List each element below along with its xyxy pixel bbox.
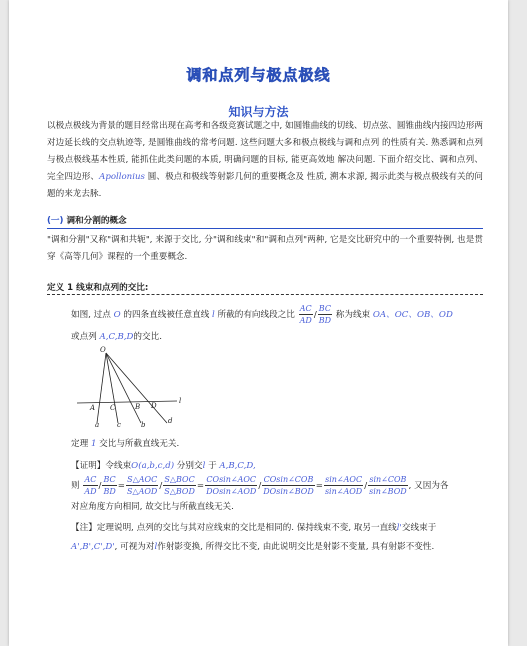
proof-text: 分别交 bbox=[176, 461, 203, 471]
def-fraction-2: $\frac{BC}{BD}$ bbox=[318, 304, 332, 325]
label-c: c bbox=[117, 421, 121, 428]
proof-label: 【证明】令线束 bbox=[71, 461, 132, 471]
proof-line-l: l bbox=[202, 461, 206, 471]
apollonius-term: Apollonius bbox=[99, 172, 145, 182]
note-text-a: 交线束于 bbox=[401, 523, 437, 533]
transversal-line-l bbox=[77, 401, 177, 403]
def-slash: / bbox=[313, 310, 317, 320]
def-text-d: 称为线束 bbox=[335, 310, 371, 320]
theorem-number: 1 bbox=[90, 439, 97, 449]
label-O: O bbox=[100, 346, 106, 354]
eq-frac-5: $\frac{\text{COsin∠AOC}}{\text{DOsin∠AOD}}$ bbox=[206, 475, 257, 496]
note-line-2 bbox=[71, 540, 434, 552]
ray-a bbox=[97, 353, 106, 423]
proof-line-1 bbox=[71, 459, 256, 471]
eq-frac-2: $\frac{BC}{BD}$ bbox=[103, 475, 116, 496]
proof-end-b: 对应角度方向相同, 故交比与所截直线无关. bbox=[71, 502, 234, 512]
section-1-text: "调和分割"又称"调和共轭", 来源于交比, 分"调和线束"和"调和点列"两种, 它是交比研究中的一个重要特例, 也是贯穿《高等几何》课程的一个重要概念. bbox=[47, 235, 483, 262]
label-d: d bbox=[168, 417, 173, 425]
proof-points: A,B,C,D, bbox=[219, 461, 256, 471]
def-lines: OA、OC、OB、OD bbox=[372, 310, 453, 320]
intro-paragraph bbox=[47, 118, 483, 203]
definition-1-heading: 定义 1 线束和点列的交比: bbox=[47, 283, 149, 293]
label-b: b bbox=[141, 421, 146, 428]
def-text-e: 或点列 bbox=[71, 332, 97, 342]
section-1-number: (一) bbox=[47, 216, 64, 226]
document-title: 调和点列与极点极线 bbox=[186, 66, 331, 84]
note-line-l-prime: l' bbox=[396, 523, 402, 533]
label-l: l bbox=[179, 397, 182, 405]
note-label: 【注】定理说明, 点列的交比与其对应线束的交比是相同的. 保持线束不变, 取另一直线 bbox=[71, 523, 397, 533]
eq-frac-7: $\frac{\text{sin∠AOC}}{\text{sin∠AOD}}$ bbox=[324, 475, 363, 496]
note-text-b: , 可视为对 bbox=[114, 542, 155, 552]
section-1-heading bbox=[47, 214, 127, 226]
section-1-rule bbox=[47, 228, 483, 229]
def-points: A,C,B,D bbox=[99, 332, 134, 342]
proof-line-3 bbox=[71, 500, 234, 512]
proof-to: 于 bbox=[208, 461, 217, 471]
label-a: a bbox=[95, 421, 100, 428]
label-B: B bbox=[135, 403, 141, 411]
eq-frac-8: $\frac{\text{sin∠COB}}{\text{sin∠BOD}}$ bbox=[369, 475, 407, 496]
proof-equation: 则 $\frac{AC}{AD}$ / $\frac{BC}{BD}$ = $\frac{\text{S△AOC}}{\text{S△AOD}}$ / $\frac{\text{S△BOC}}{\text{S△BOD}}$ = $\frac{\text{COsin∠AOC}}{\text{DOsin∠AOD}}$ / $\frac{\text{COsin∠COB}}{\text{DOsin∠BOD}}$ = $\frac{\text{sin∠AOC}}{\text{sin∠AOD}}$ / $\frac{\text{sin∠COB}}{\text{sin∠BOD}}$ , 又因为各 bbox=[71, 475, 449, 496]
eq-frac-1: $\frac{AC}{AD}$ bbox=[84, 475, 97, 496]
document-page bbox=[9, 0, 508, 646]
theorem-1 bbox=[71, 437, 179, 449]
proof-end-a: , 又因为各 bbox=[408, 481, 449, 491]
def-text-f: 的交比. bbox=[133, 332, 162, 342]
section-1-title: 调和分割的概念 bbox=[66, 216, 127, 226]
ray-c bbox=[106, 353, 118, 423]
def-text-a: 如图, 过点 bbox=[71, 310, 111, 320]
theorem-prefix: 定理 bbox=[71, 439, 89, 449]
pencil-figure bbox=[69, 343, 189, 428]
note-points: A',B',C',D' bbox=[71, 542, 115, 552]
definition-1-line-2 bbox=[71, 330, 162, 342]
ray-d bbox=[106, 353, 167, 423]
definition-1-rule bbox=[47, 294, 483, 295]
label-D: D bbox=[151, 402, 157, 410]
eq-frac-3: $\frac{\text{S△AOC}}{\text{S△AOD}}$ bbox=[126, 475, 158, 496]
def-point-o: O bbox=[113, 310, 121, 320]
section-1-paragraph bbox=[47, 232, 483, 266]
eq-frac-4: $\frac{\text{S△BOC}}{\text{S△BOD}}$ bbox=[164, 475, 195, 496]
note-text-c: 作射影变换, 所得交比不变, 由此说明交比是射影不变量, 具有射影不变性. bbox=[157, 542, 435, 552]
then-word: 则 bbox=[71, 481, 80, 491]
note-line-l: l bbox=[154, 542, 158, 552]
proof-pencil: O(a,b,c,d) bbox=[131, 461, 175, 471]
definition-1-line-1 bbox=[71, 303, 453, 326]
intro-text: 以极点极线为背景的题目经常出现在高考和各级竞赛试题之中, 如圆锥曲线的切线、切点弦、圆锥曲线内接四边形两对边延长线的交点轨迹等, 是圆锥曲线的常考问题. 这些问题大多和极点极线与调和点列 的性质有关. 熟悉调和点列与极点极线基本性质, 能抓住此类问题的本质, 明确问题的目标, 能更高效地 解决问题. 下面介绍交比、调和点列、完全四边形、Apollonius 圆、极点和极线等射影几何的重要概念及 性质, 溯本求源, 揭示此类与极点极线有关的问题的来龙去脉. bbox=[47, 121, 483, 199]
def-text-b: 的四条直线被任意直线 bbox=[123, 310, 210, 320]
note-line-1 bbox=[71, 521, 436, 533]
eq-frac-6: $\frac{\text{COsin∠COB}}{\text{DOsin∠BOD}}$ bbox=[263, 475, 314, 496]
label-C: C bbox=[110, 404, 116, 412]
section-subtitle: 知识与方法 bbox=[228, 105, 289, 119]
def-line-l: l bbox=[212, 310, 215, 320]
ray-b bbox=[106, 353, 141, 423]
theorem-text: 交比与所截直线无关. bbox=[99, 439, 180, 449]
def-fraction-1: $\frac{AC}{AD}$ bbox=[299, 304, 312, 325]
label-A: A bbox=[90, 404, 96, 412]
def-text-c: 所截的有向线段之比 bbox=[217, 310, 295, 320]
